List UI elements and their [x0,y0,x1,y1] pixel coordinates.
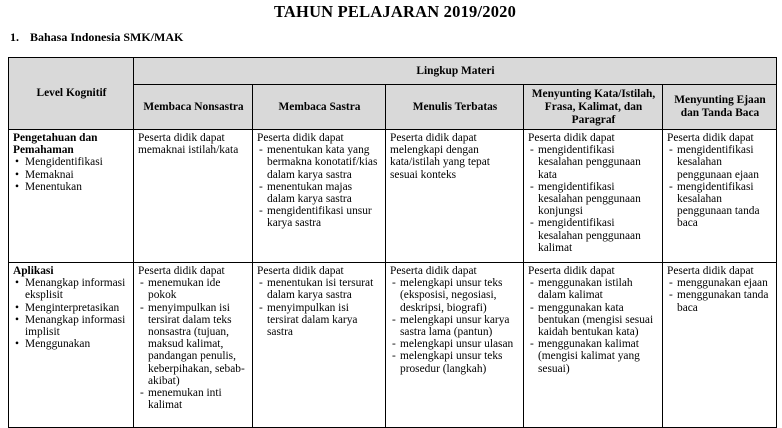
indicator-list [528,144,659,254]
indicator-item: - menggunakan kata bentukan (mengisi sesuai kaidah bentukan kata) [528,302,659,339]
table-row [9,263,777,428]
indicator-item: - menggunakan kalimat (mengisi kalimat yang sesuai) [528,338,659,375]
table-row [9,130,777,263]
indicator-intro: Peserta didik dapat [257,265,344,277]
level-title: Aplikasi [13,265,54,277]
indicator-item: - menemukan inti kalimat [138,387,249,411]
indicator-cell [134,263,253,428]
indicator-cell [134,130,253,263]
level-item: • Menangkap informasi implisit [13,314,130,338]
level-item: • Memaknai [13,169,130,181]
indicator-item: - melengkapi unsur ulasan [390,338,520,350]
indicator-intro: Peserta didik dapat melengkapi dengan kata/istilah yang tepat sesuai konteks [390,132,490,181]
indicator-intro: Peserta didik dapat [138,265,225,277]
level-title: Pengetahuan dan Pemahaman [13,132,98,157]
indicator-item: - menentukan isi tersurat dalam karya sastra [257,277,382,301]
indicator-item: - menyimpulkan isi tersirat dalam teks nonsastra (tujuan, maksud kalimat, pandangan penulis, keberpihakan, sebab-akibat) [138,302,249,387]
indicator-list [528,277,659,375]
indicator-list [257,144,382,229]
document-title: TAHUN PELAJARAN 2019/2020 [273,2,517,21]
indicator-item: - melengkapi unsur karya sastra lama (pantun) [390,314,520,338]
indicator-item: - menentukan majas dalam karya sastra [257,181,382,205]
indicator-item: - mengidentifikasi unsur karya sastra [257,205,382,229]
indicator-intro: Peserta didik dapat [528,265,615,277]
level-list [13,156,130,193]
indicator-item: - mengidentifikasi kesalahan penggunaan tanda baca [667,181,773,230]
indicator-item: - menggunakan ejaan [667,277,773,289]
indicator-item: - mengidentifikasi kesalahan penggunaan kata [528,144,659,181]
indicator-item: - melengkapi unsur teks (eksposisi, negosiasi, deskripsi, biografi) [390,277,520,314]
indicator-item: - menentukan kata yang bermakna konotatif/kias dalam karya sastra [257,144,382,181]
header-lingkup-materi: Lingkup Materi [134,58,777,85]
indicator-cell [386,130,524,263]
level-item: • Mengidentifikasi [13,156,130,168]
section-title: Bahasa Indonesia SMK/MAK [30,30,184,44]
indicator-item: - mengidentifikasi kesalahan penggunaan ejaan [667,144,773,181]
indicator-list [667,144,773,229]
indicator-item: - menggunakan istilah dalam kalimat [528,277,659,301]
indicator-cell [663,263,777,428]
level-cell [9,263,134,428]
header-menulis-terbatas: Menulis Terbatas [386,85,524,130]
indicator-cell [253,263,386,428]
indicator-list [667,277,773,314]
header-menyunting-ejaan: Menyunting Ejaan dan Tanda Baca [663,85,777,130]
indicator-intro: Peserta didik dapat [390,265,477,277]
indicator-intro: Peserta didik dapat memaknai istilah/kata [138,132,239,157]
indicator-item: - mengidentifikasi kesalahan penggunaan konjungsi [528,181,659,218]
level-cell [9,130,134,263]
indicator-list [390,277,520,375]
level-list [13,277,130,350]
indicator-item: - menyimpulkan isi tersirat dalam karya sastra [257,302,382,339]
indicator-cell [663,130,777,263]
indicator-intro: Peserta didik dapat [257,132,344,144]
header-membaca-sastra: Membaca Sastra [253,85,386,130]
indicator-cell [524,130,663,263]
indicator-cell [386,263,524,428]
indicator-item: - menggunakan tanda baca [667,289,773,313]
level-item: • Menangkap informasi eksplisit [13,277,130,301]
header-menyunting-kata: Menyunting Kata/Istilah, Frasa, Kalimat, dan Paragraf [524,85,663,130]
indicator-intro: Peserta didik dapat [667,265,754,277]
section-number: 1. [10,30,19,44]
indicator-list [138,277,249,411]
indicator-list [257,277,382,338]
header-membaca-nonsastra: Membaca Nonsastra [134,85,253,130]
indicator-item: - mengidentifikasi kesalahan penggunaan kalimat [528,217,659,254]
indicator-cell [524,263,663,428]
level-item: • Menentukan [13,181,130,193]
kisi-kisi-table [8,57,777,428]
header-level-kognitif: Level Kognitif [9,58,134,130]
section-heading [10,30,183,45]
level-item: • Menginterpretasikan [13,302,130,314]
indicator-intro: Peserta didik dapat [528,132,615,144]
level-item: • Menggunakan [13,338,130,350]
indicator-item: - melengkapi unsur teks prosedur (langkah) [390,350,520,374]
indicator-item: - menemukan ide pokok [138,277,249,301]
indicator-cell [253,130,386,263]
indicator-intro: Peserta didik dapat [667,132,754,144]
